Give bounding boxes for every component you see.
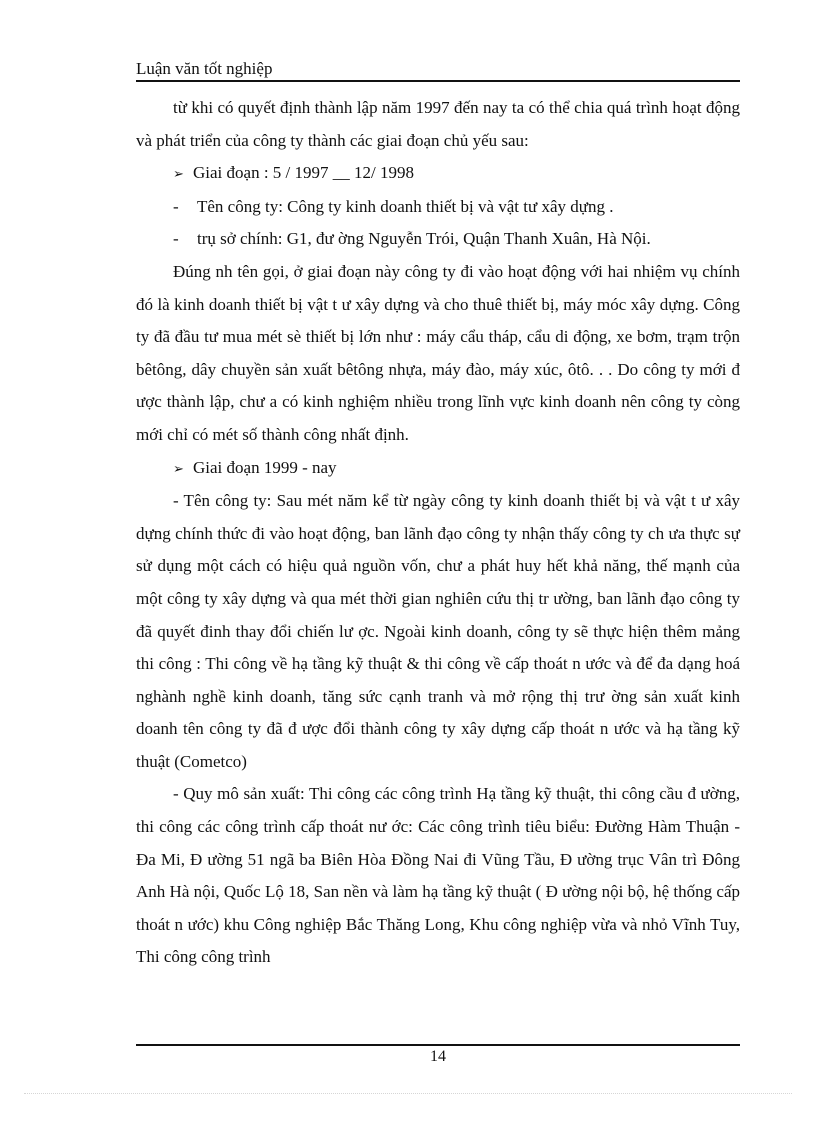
stage-1-company-name [136, 191, 740, 224]
stage-1-description: Đúng nh tên gọi, ở giai đoạn này công ty đi vào hoạt động với hai nhiệm vụ chính đó là kinh doanh thiết bị vật t ư xây dựng và cho thuê thiết bị, máy móc xây dựng. Công ty đã đầu tư mua mét sè thiết bị lớn như : máy cẩu tháp, cẩu di động, xe bơm, trạm trộn bêtông, dây chuyền sản xuất bêtông nhựa, máy đào, máy xúc, ôtô. . . Do công ty mới đ ược thành lập, chư a có kinh nghiệm nhiều trong lĩnh vực kinh doanh nên công ty còng mới chỉ có mét số thành công nhất định. [136, 261, 740, 444]
header-title: Luận văn tốt nghiệp [136, 59, 273, 78]
stage-1-headquarters-text: trụ sở chính: G1, đư ờng Nguyễn Trói, Quận Thanh Xuân, Hà Nội. [197, 229, 651, 249]
document-body [136, 92, 740, 974]
page-edge-divider [24, 1093, 792, 1094]
stage-1-heading: Giai đoạn : 5 / 1997 __ 12/ 1998 [193, 163, 414, 183]
stage-1-bullet [136, 157, 740, 191]
stage-2-heading: Giai đoạn 1999 - nay [193, 457, 337, 477]
stage-2-production-scale: - Quy mô sản xuất: Thi công các công trình Hạ tầng kỹ thuật, thi công cầu đ ường, thi công các công trình cấp thoát nư ớc: Các công trình tiêu biểu: Đường Hàm Thuận - Đa Mi, Đ ường 51 ngã ba Biên Hòa Đồng Nai đi Vũng Tầu, Đ ường trục Vân trì Đông Anh Hà nội, Quốc Lộ 18, San nền và làm hạ tầng kỹ thuật ( Đ ường nội bộ, hệ thống cấp thoát n ước) khu Công nghiệp Bắc Thăng Long, Khu công nghiệp vừa và nhỏ Vĩnh Tuy, Thi công công trình [136, 784, 740, 967]
arrow-bullet-icon: ➢ [173, 460, 184, 476]
stage-1-company-name-text: Tên công ty: Công ty kinh doanh thiết bị và vật tư xây dựng . [197, 196, 614, 216]
arrow-bullet-icon: ➢ [173, 166, 184, 182]
stage-2-company-name: - Tên công ty: Sau mét năm kể từ ngày công ty kinh doanh thiết bị và vật t ư xây dựng chính thức đi vào hoạt động, ban lãnh đạo công ty nhận thấy công ty ch ưa thực sự sử dụng một cách có hiệu quả nguồn vốn, chư a phát huy hết khả năng, thế mạnh của một công ty xây dựng và qua mét thời gian nghiên cứu thị tr ường, ban lãnh đạo công ty đã quyết đinh thay đổi chiến lư ợc. Ngoài kinh doanh, công ty sẽ thực hiện thêm mảng thi công : Thi công về hạ tầng kỹ thuật & thi công về cấp thoát n ước và để đa dạng hoá nghành nghề kinh doanh, tăng sức cạnh tranh và mở rộng thị trư ờng sản xuất kinh doanh tên công ty đã đ ược đổi thành công ty xây dựng cấp thoát n ước và hạ tầng kỹ thuật (Cometco) [136, 491, 740, 771]
stage-1-headquarters [136, 223, 740, 256]
dash-bullet: - [173, 229, 179, 249]
dash-bullet: - [173, 196, 179, 216]
header-rule [136, 80, 740, 82]
page-number: 14 [430, 1048, 446, 1065]
intro-paragraph: từ khi có quyết định thành lập năm 1997 đến nay ta có thể chia quá trình hoạt động và phát triển của công ty thành các giai đoạn chủ yếu sau: [136, 98, 740, 150]
stage-2-bullet [136, 452, 740, 486]
